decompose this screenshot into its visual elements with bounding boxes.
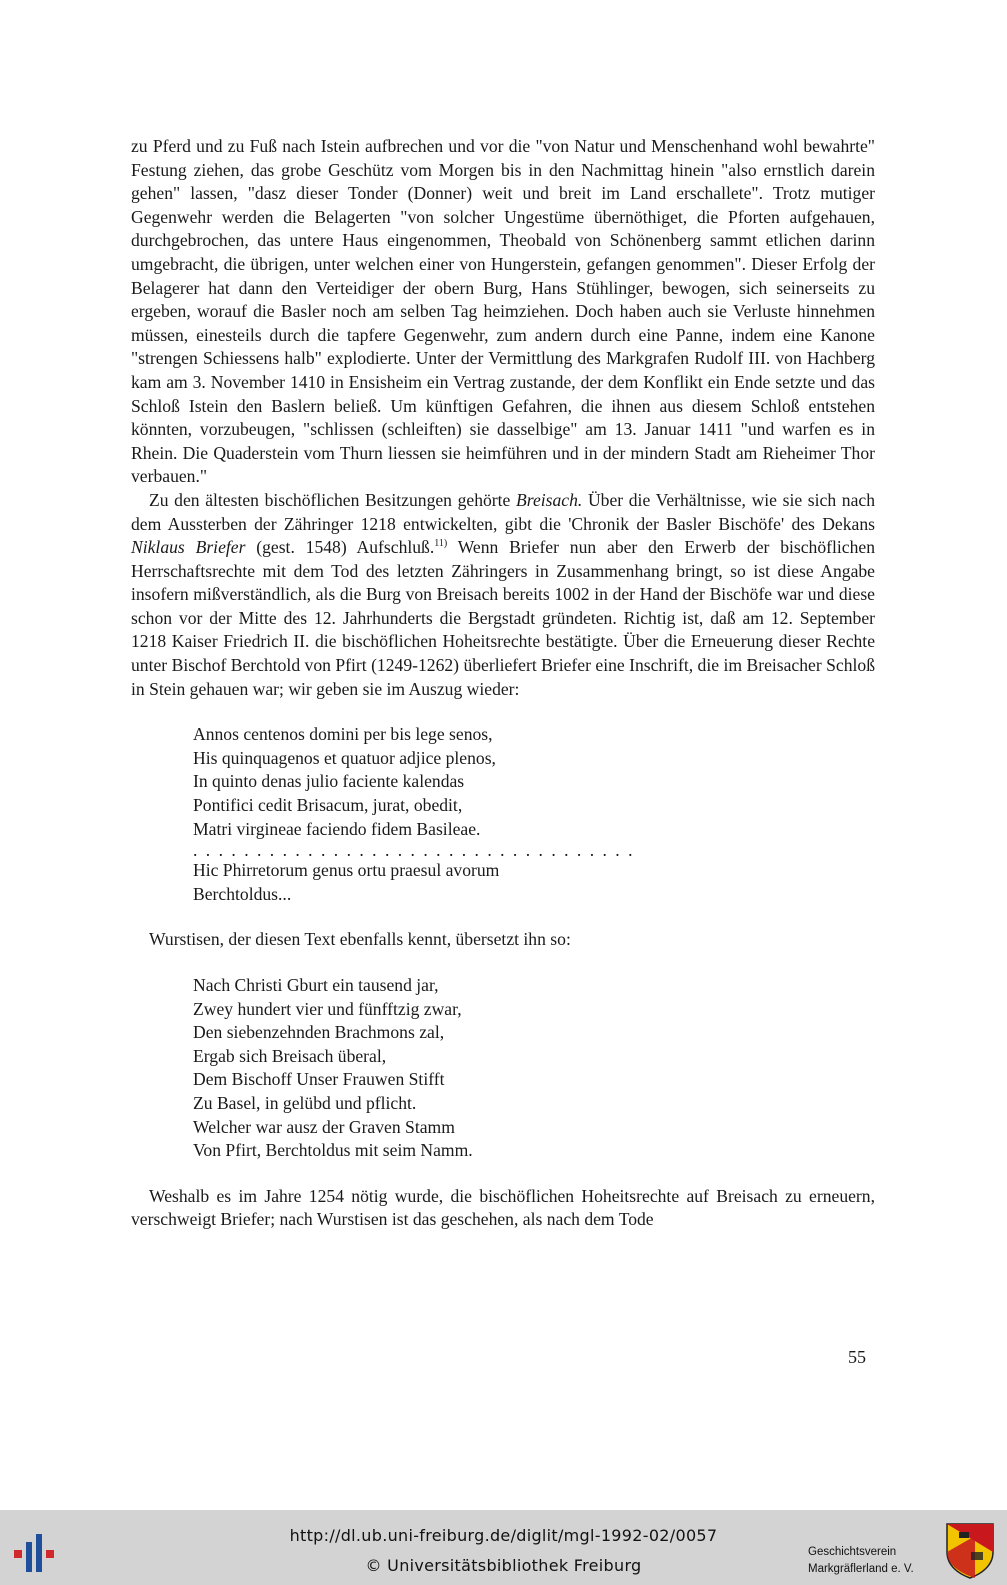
body-text	[131, 135, 875, 1232]
paragraph-1: zu Pferd und zu Fuß nach Istein aufbrechen und vor die "von Natur und Menschenhand wohl bewahrte" Festung ziehen, das grobe Geschütz vom Morgen bis in den Nachmittag hinein "also ernstlich darein gehen" lassen, "dasz dieser Tonder (Donner) weit und breit im Land erschallete". Trotz mutiger Gegenwehr werden die Belagerten "von solcher Ungestüme übernöthiget, die Pforten aufgehauen, durchgebrochen, das untere Haus eingenommen, Theobald von Schönenberg sammt etlichen darinn umgebracht, die übrigen, unter welchen einer von Hungerstein, gefangen genommen". Dieser Erfolg der Belagerer hat dann den Verteidiger der obern Burg, Hans Stühlinger, bewogen, sich seinerseits zu ergeben, worauf die Basler noch am selben Tag heimziehen. Doch haben auch sie Verluste hinnehmen müssen, einesteils durch die tapfere Gegenwehr, zum andern durch eine Panne, indem eine Kanone "strengen Schiessens halb" explodierte. Unter der Vermittlung des Markgrafen Rudolf III. von Hachberg kam am 3. November 1410 in Ensisheim ein Vertrag zustande, der dem Konflikt ein Ende setzte und das Schloß Istein den Baslern beließ. Um künftigen Gefahren, die ihnen aus diesem Schloß entstehen könnten, vorzubeugen, "schlissen (schleiften) sie dasselbige" am 13. Januar 1411 "und warfen es in Rhein. Die Quaderstein vom Thurn liessen sie heimführen und in der mindern Stadt am Rieheimer Thor verbauen."	[131, 136, 875, 487]
paragraph-2	[131, 489, 875, 701]
verse-line: Dem Bischoff Unser Frauwen Stifft	[193, 1069, 445, 1090]
verse-line: Welcher war ausz der Graven Stamm	[193, 1116, 455, 1137]
copyright-text: © Universitätsbibliothek Freiburg	[365, 1556, 642, 1575]
verse-line: Nach Christi Gburt ein tausend jar,	[193, 975, 439, 995]
paragraph-2-part-c: (gest. 1548) Aufschluß.	[245, 537, 435, 558]
verse-line: Berchtoldus...	[193, 883, 292, 904]
paragraph-4: Weshalb es im Jahre 1254 nötig wurde, die bischöflichen Hoheitsrechte auf Breisach zu erneuern, verschweigt Briefer; nach Wurstisen ist das geschehen, als nach dem Tode	[131, 1185, 875, 1230]
paragraph-2-part-d: Wenn Briefer nun aber den Erwerb der bischöflichen Herrschaftsrechte mit dem Tod des letzten Zähringers in Zusammenhang bringt, so ist diese Angabe insofern mißverständlich, als die Burg von Breisach bereits 1002 in der Hand der Bischöfe war und diese schon vor der Mitte des 12. Jahrhunderts die Bergstadt gründeten. Richtig ist, daß am 12. September 1218 Kaiser Friedrich II. die bischöflichen Hoheitsrechte bestätigte. Über die Erneuerung dieser Rechte unter Bischof Berchtold von Pfirt (1249-1262) überliefert Briefer eine Inschrift, die im Breisacher Schloß in Stein gehauen war; wir geben sie im Auszug wieder:	[131, 537, 875, 699]
verse-line: Zu Basel, in gelübd und pflicht.	[193, 1092, 417, 1113]
source-url[interactable]: http://dl.ub.uni-freiburg.de/diglit/mgl-1992-02/0057	[289, 1526, 718, 1545]
society-name	[808, 1544, 914, 1578]
verse-line: Matri virgineae faciendo fidem Basileae.	[193, 818, 481, 839]
place-breisach: Breisach.	[516, 489, 583, 510]
paragraph-2-part-b: Über die Verhältnisse, wie sie sich nach dem Aussterben der Zähringer 1218 entwickelten, gibt die 'Chronik der Basler Bischöfe' des Dekans	[131, 489, 875, 534]
verse-line: Den siebenzehnden Brachmons zal,	[193, 1022, 445, 1043]
footer-bar	[0, 1510, 1007, 1585]
verse-line: Pontifici cedit Brisacum, jurat, obedit,	[193, 795, 463, 816]
latin-verse	[193, 723, 875, 906]
paragraph-2-part-a: Zu den ältesten bischöflichen Besitzungen gehörte	[149, 489, 517, 510]
coat-of-arms-icon	[945, 1522, 995, 1580]
german-verse	[193, 974, 875, 1163]
verse-line: Hic Phirretorum genus ortu praesul avorum	[193, 860, 500, 881]
verse-line: His quinquagenos et quatuor adjice plenos,	[193, 747, 496, 768]
verse-line: Zwey hundert vier und fünfftzig zwar,	[193, 998, 462, 1019]
ellipsis-dots: . . . . . . . . . . . . . . . . . . . . . . . . . . . . . . . . . . .	[193, 840, 635, 861]
footnote-ref: 11)	[434, 538, 448, 550]
society-line-1: Geschichtsverein	[808, 1546, 897, 1558]
paragraph-3: Wurstisen, der diesen Text ebenfalls kennt, übersetzt ihn so:	[149, 929, 571, 950]
verse-line: In quinto denas julio faciente kalendas	[193, 771, 465, 792]
verse-line: Ergab sich Breisach überal,	[193, 1045, 387, 1066]
verse-line: Annos centenos domini per bis lege senos,	[193, 724, 493, 745]
page-number: 55	[848, 1347, 866, 1367]
society-line-2: Markgräflerland e. V.	[808, 1563, 914, 1575]
author-briefer: Niklaus Briefer	[131, 537, 246, 558]
verse-line: Von Pfirt, Berchtoldus mit seim Namm.	[193, 1140, 473, 1161]
